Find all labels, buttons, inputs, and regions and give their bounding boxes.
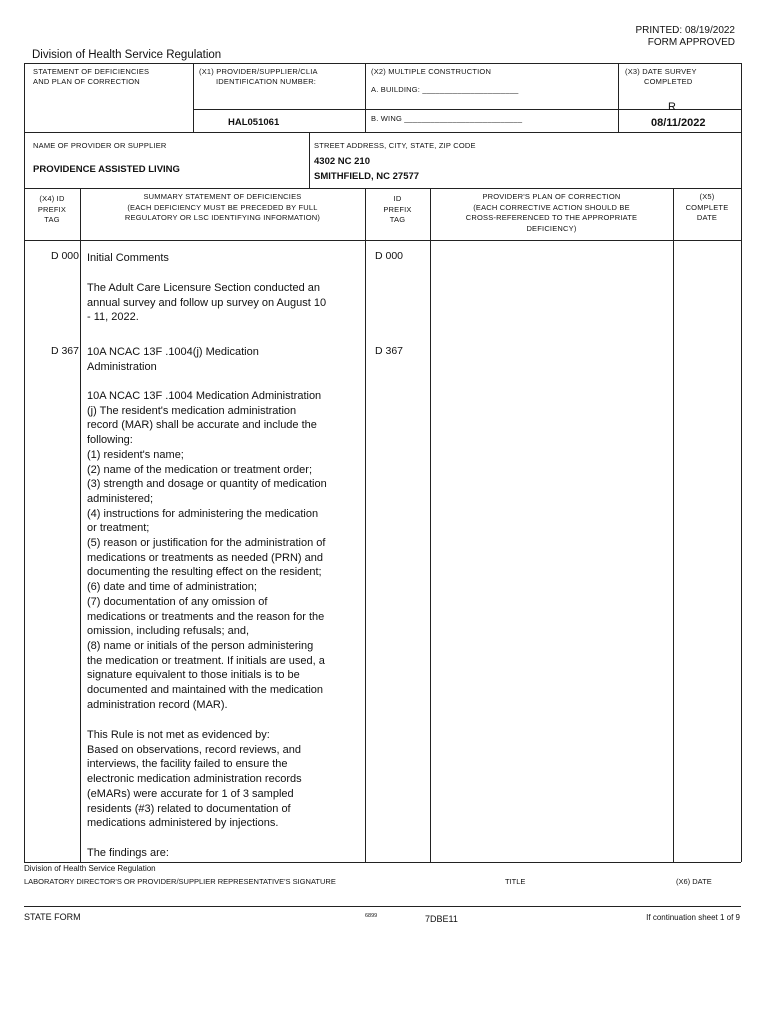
rule-body-line: (3) strength and dosage or quantity of medication <box>87 478 327 491</box>
x5-header-line-2: COMPLETE <box>685 202 729 212</box>
form-approved: FORM APPROVED <box>647 37 735 48</box>
provider-name-label: NAME OF PROVIDER OR SUPPLIER <box>33 141 167 150</box>
wing-label: B. WING ___________________________ <box>371 114 523 123</box>
provider-divider <box>309 132 310 188</box>
rule-body-line: documenting the resulting effect on the resident; <box>87 566 322 579</box>
rule-title-line: 10A NCAC 13F .1004(j) Medication <box>87 346 259 358</box>
signature-bottom-border <box>24 906 741 907</box>
not-met-line: (eMARs) were accurate for 1 of 3 sampled <box>87 787 294 800</box>
event-id: 7DBE11 <box>425 914 458 924</box>
x5-header-line-1: (X5) <box>699 192 715 201</box>
form-right-border <box>741 63 742 862</box>
continuation-sheet: If continuation sheet 1 of 9 <box>646 913 740 922</box>
plan-header <box>430 192 673 234</box>
rule-body-line: (7) documentation of any omission of <box>87 595 268 608</box>
findings-heading: The findings are: <box>87 847 169 859</box>
row-divider-3 <box>24 240 741 241</box>
col-divider-x4 <box>80 188 81 862</box>
x4-header-line-2: PREFIX <box>37 204 67 214</box>
rule-body-line: administration record (MAR). <box>87 698 228 711</box>
rule-body-line: (6) date and time of administration; <box>87 581 257 594</box>
initial-body-line: The Adult Care Licensure Section conducted an <box>87 282 320 294</box>
id-header-line-2: PREFIX <box>383 204 412 214</box>
state-form-label: STATE FORM <box>24 912 81 922</box>
col-divider-id <box>430 188 431 862</box>
id-header-line-3: TAG <box>389 215 406 224</box>
summary-header <box>80 192 365 224</box>
rule-body-line: (2) name of the medication or treatment order; <box>87 463 312 476</box>
x2-divider <box>365 63 366 132</box>
plan-header-line-4: DEFICIENCY) <box>526 223 577 233</box>
col-divider-plan <box>673 188 674 862</box>
not-met-line: This Rule is not met as evidenced by: <box>87 729 270 741</box>
footer-division: Division of Health Service Regulation <box>24 864 156 873</box>
address-line-1: 4302 NC 210 <box>314 156 370 167</box>
rule-body-line: omission, including refusals; and, <box>87 625 250 638</box>
survey-type-letter: R <box>668 101 676 113</box>
rule-body-line: (4) instructions for administering the medication <box>87 507 319 520</box>
survey-completed-date: 08/11/2022 <box>651 117 706 129</box>
initial-body-line: - 11, 2022. <box>87 311 139 324</box>
id-header <box>365 194 430 226</box>
form-number: 6899 <box>365 913 378 919</box>
rule-body-line: or treatment; <box>87 522 150 535</box>
x1-divider <box>193 63 194 132</box>
x5-header-line-3: DATE <box>696 213 718 222</box>
initial-comments-body <box>87 281 362 325</box>
summary-header-line-1: SUMMARY STATEMENT OF DEFICIENCIES <box>143 192 302 201</box>
plan-header-line-3: CROSS-REFERENCED TO THE APPROPRIATE <box>465 213 638 222</box>
initial-comments-heading: Initial Comments <box>87 252 169 264</box>
summary-header-line-2: (EACH DEFICIENCY MUST BE PRECEDED BY FULL <box>127 202 318 212</box>
row-divider-1 <box>24 132 741 133</box>
initial-body-line: annual survey and follow up survey on August 10 <box>87 296 327 309</box>
signature-label: LABORATORY DIRECTOR'S OR PROVIDER/SUPPLIER REPRESENTATIVE'S SIGNATURE <box>24 877 336 886</box>
not-met-line: medications administered by injections. <box>87 817 279 830</box>
statement-label-1: STATEMENT OF DEFICIENCIES <box>33 67 150 76</box>
not-met-line: Based on observations, record reviews, and <box>87 743 302 756</box>
summary-header-line-3: REGULATORY OR LSC IDENTIFYING INFORMATION) <box>124 213 321 222</box>
address-label: STREET ADDRESS, CITY, STATE, ZIP CODE <box>314 141 476 150</box>
tag-d367-left: D 367 <box>50 345 79 357</box>
x5-header <box>673 192 741 224</box>
x3-label-1: (X3) DATE SURVEY <box>625 67 697 76</box>
x6-date-label: (X6) DATE <box>676 877 712 886</box>
rule-title <box>87 345 362 374</box>
tag-d367-right: D 367 <box>375 345 404 357</box>
row-divider-2 <box>24 188 741 189</box>
rule-body <box>87 389 362 712</box>
x3-divider <box>618 63 619 132</box>
x2-label: (X2) MULTIPLE CONSTRUCTION <box>371 67 492 76</box>
tag-d000-left: D 000 <box>50 250 79 262</box>
x-row-subdivider <box>193 109 741 110</box>
x4-header-line-3: TAG <box>44 215 60 224</box>
rule-body-line: the medication or treatment. If initials are used, a <box>87 654 325 667</box>
rule-body-line: documented and maintained with the medication <box>87 684 324 697</box>
x1-label-2: IDENTIFICATION NUMBER: <box>216 77 317 86</box>
not-met-line: residents (#3) related to documentation of <box>87 802 291 815</box>
rule-title-line: Administration <box>87 360 157 373</box>
id-header-line-1: ID <box>393 194 402 203</box>
rule-body-line: (1) resident's name; <box>87 448 184 461</box>
plan-header-line-1: PROVIDER'S PLAN OF CORRECTION <box>482 192 621 201</box>
printed-date: PRINTED: 08/19/2022 <box>635 25 735 36</box>
form-top-border <box>24 63 741 64</box>
col-divider-summary <box>365 188 366 862</box>
rule-body-line: record (MAR) shall be accurate and include the <box>87 419 317 432</box>
x3-label-2: COMPLETED <box>644 77 693 86</box>
rule-body-line: signature equivalent to those initials is to be <box>87 669 300 682</box>
rule-body-line: (5) reason or justification for the administration of <box>87 537 326 550</box>
address-line-2: SMITHFIELD, NC 27577 <box>314 171 420 182</box>
not-met-line: interviews, the facility failed to ensure the <box>87 758 288 771</box>
x4-header-line-1: (X4) ID <box>39 194 65 203</box>
rule-body-line: medications or treatments as needed (PRN) and <box>87 551 324 564</box>
tag-d000-right: D 000 <box>375 250 404 262</box>
x4-header <box>24 194 80 226</box>
provider-id-number: HAL051061 <box>228 117 280 128</box>
building-label: A. BUILDING: ______________________ <box>371 85 519 94</box>
plan-header-line-2: (EACH CORRECTIVE ACTION SHOULD BE <box>473 202 630 212</box>
x1-label-1: (X1) PROVIDER/SUPPLIER/CLIA <box>199 67 318 76</box>
not-met-line: electronic medication administration records <box>87 773 302 786</box>
rule-body-line: (j) The resident's medication administration <box>87 404 297 417</box>
rule-body-line: (8) name or initials of the person administering <box>87 639 314 652</box>
rule-body-line: administered; <box>87 492 154 505</box>
form-left-border <box>24 63 25 862</box>
form-bottom-border <box>24 862 741 863</box>
rule-body-line: medications or treatments and the reason for the <box>87 610 325 623</box>
division-title: Division of Health Service Regulation <box>32 49 222 61</box>
not-met-statement <box>87 728 362 831</box>
title-label: TITLE <box>505 877 526 886</box>
rule-body-line: following: <box>87 434 133 447</box>
rule-body-line: 10A NCAC 13F .1004 Medication Administration <box>87 390 322 402</box>
provider-name: PROVIDENCE ASSISTED LIVING <box>33 164 180 175</box>
statement-label-2: AND PLAN OF CORRECTION <box>33 77 140 86</box>
